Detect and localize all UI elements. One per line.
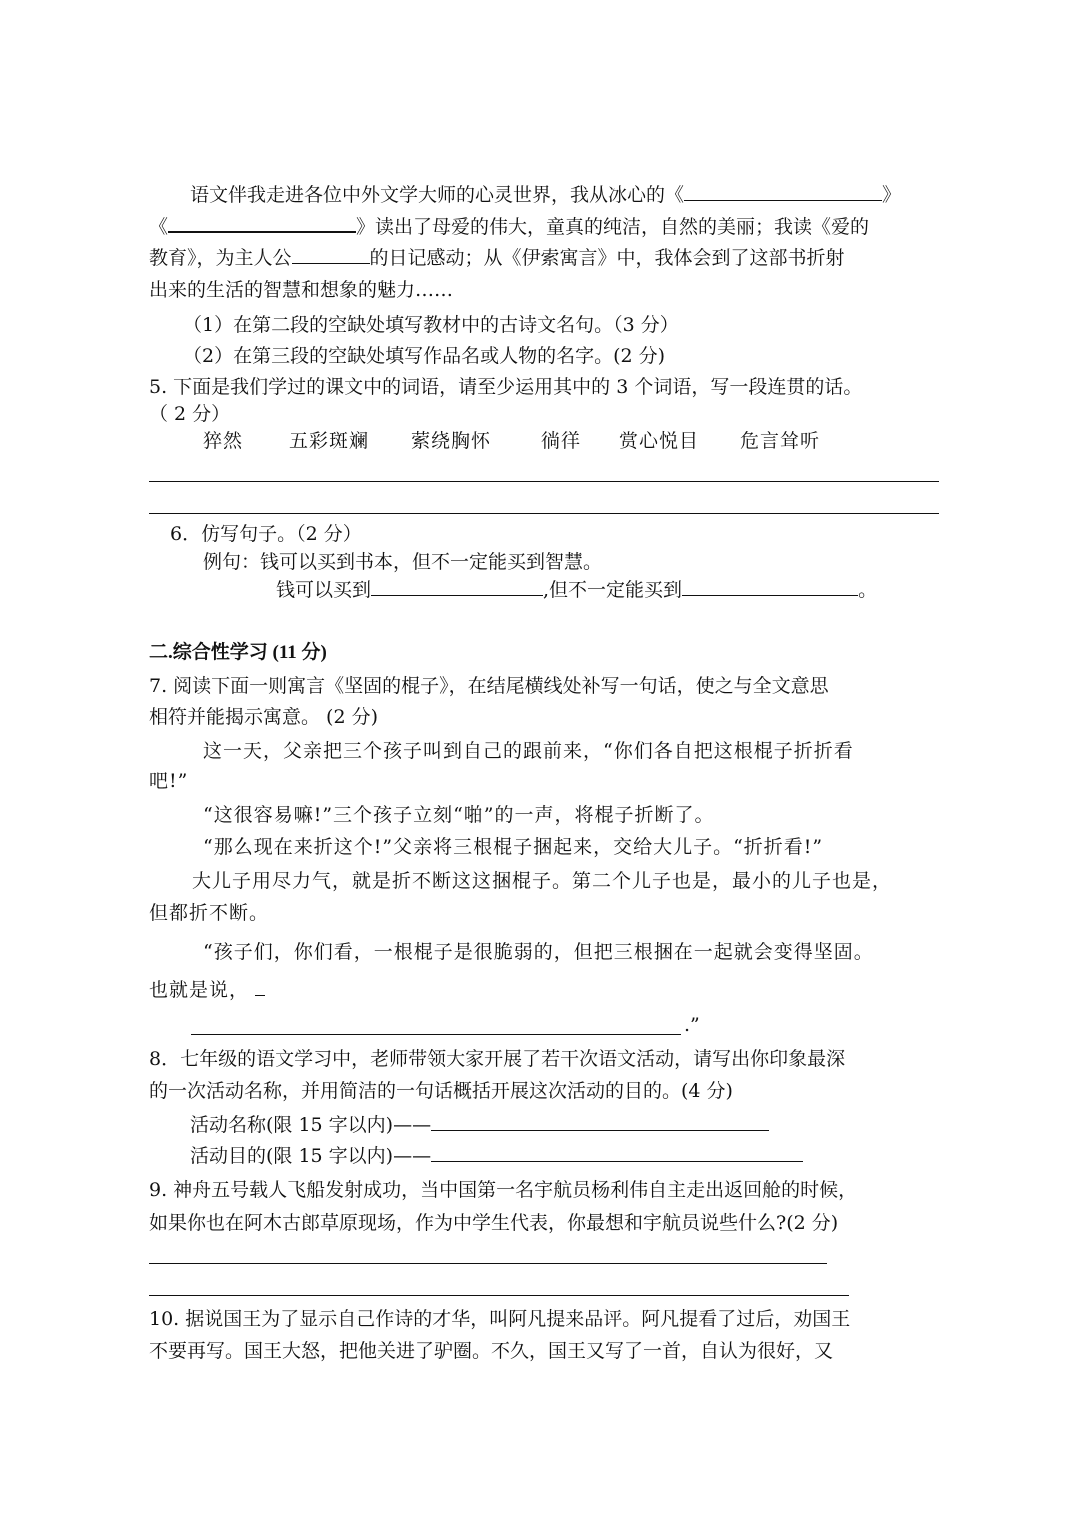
blank-book-2[interactable] [168, 213, 356, 233]
q7-prompt-line-2: 相符并能揭示寓意。 (2 分) [149, 706, 378, 728]
fable-paragraph-3: “那么现在来折这个!”父亲将三根棍子捆起来，交给大儿子。“折折看!” [203, 836, 824, 858]
q6-fill-line: 钱可以买到 ,但不一定能买到 。 [276, 579, 878, 601]
q9-answer-line-2[interactable] [149, 1295, 849, 1296]
q6-blank-2[interactable] [682, 577, 858, 596]
q6-example: 例句：钱可以买到书本，但不一定能买到智慧。 [203, 551, 603, 573]
q7-end-quote: .” [684, 1014, 700, 1036]
fable-paragraph-5b: 也就是说， [149, 977, 265, 1003]
q10-prompt-line-1: 10. 据说国王为了显示自己作诗的才华，叫阿凡提来品评。阿凡提看了过后，劝国王 [149, 1308, 851, 1330]
section-2-title: 二.综合性学习 (11 分) [149, 642, 327, 663]
q5-prompt: 5. 下面是我们学过的课文中的词语，请至少运用其中的 3 个词语，写一段连贯的话。 [149, 376, 863, 398]
q8-prompt-line-2: 的一次活动名称，并用简洁的一句话概括开展这次活动的目的。(4 分) [149, 1080, 733, 1102]
q7-blank-start[interactable] [255, 977, 265, 996]
q6-blank-1[interactable] [371, 577, 543, 596]
fable-paragraph-5a: “孩子们，你们看，一根棍子是很脆弱的，但把三根捆在一起就会变得坚固。 [203, 941, 874, 963]
q8-name-blank[interactable] [431, 1112, 769, 1131]
fable-paragraph-4a: 大儿子用尽力气，就是折不断这这捆棍子。第二个儿子也是，最小的儿子也是， [192, 870, 893, 892]
word-item: 徜徉 [541, 430, 582, 452]
fable-paragraph-2: “这很容易嘛!”三个孩子立刻“啪”的一声，将棍子折断了。 [203, 804, 715, 826]
fable-paragraph-4b: 但都折不断。 [149, 902, 270, 924]
q9-answer-line-1[interactable] [149, 1263, 827, 1264]
q9-prompt-line-2: 如果你也在阿木古郎草原现场，作为中学生代表，你最想和宇航员说些什么?(2 分) [149, 1212, 839, 1234]
q5-score: （ 2 分） [149, 403, 231, 425]
intro-line-1: 语文伴我走进各位中外文学大师的心灵世界，我从冰心的《 》 [190, 184, 902, 206]
q5-answer-line-2[interactable] [149, 513, 939, 514]
fable-paragraph-1a: 这一天，父亲把三个孩子叫到自己的跟前来，“你们各自把这根棍子折折看 [203, 740, 854, 762]
q9-prompt-line-1: 9. 神舟五号载人飞船发射成功，当中国第一名宇航员杨利伟自主走出返回舱的时候， [149, 1179, 858, 1201]
word-item: 五彩斑斓 [289, 430, 370, 452]
blank-book-1[interactable] [684, 182, 882, 201]
q10-prompt-line-2: 不要再写。国王大怒，把他关进了驴圈。不久，国王又写了一首，自认为很好，又 [149, 1340, 834, 1362]
q8-activity-purpose: 活动目的(限 15 字以内)—— [190, 1143, 803, 1169]
sub-question-1: （1）在第二段的空缺处填写教材中的古诗文名句。（3 分） [183, 314, 679, 336]
word-item: 萦绕胸怀 [411, 430, 492, 452]
blank-protagonist[interactable] [292, 245, 370, 264]
q5-answer-line-1[interactable] [149, 481, 939, 482]
q8-purpose-blank[interactable] [431, 1143, 803, 1162]
intro-line-3: 教育》，为主人公 的日记感动；从《伊索寓言》中，我体会到了这部书折射 [149, 247, 845, 269]
q8-activity-name: 活动名称(限 15 字以内)—— [190, 1112, 769, 1138]
intro-line-2: 《 》读出了母爱的伟大，童真的纯洁，自然的美丽；我读《爱的 [149, 213, 869, 240]
intro-line-4: 出来的生活的智慧和想象的魅力…… [149, 279, 454, 301]
q6-title: 6．仿写句子。（2 分） [170, 523, 362, 545]
word-item: 赏心悦目 [619, 430, 700, 452]
word-item: 危言耸听 [740, 430, 821, 452]
q8-prompt-line-1: 8．七年级的语文学习中，老师带领大家开展了若干次语文活动，请写出你印象最深 [149, 1048, 846, 1070]
sub-question-2: （2）在第三段的空缺处填写作品名或人物的名字。(2 分) [183, 345, 666, 367]
q7-prompt-line-1: 7. 阅读下面一则寓言《坚固的棍子》，在结尾横线处补写一句话，使之与全文意思 [149, 675, 829, 697]
fable-paragraph-1b: 吧!” [149, 770, 189, 792]
q7-answer-line[interactable] [191, 1034, 681, 1035]
word-item: 猝然 [203, 430, 244, 452]
